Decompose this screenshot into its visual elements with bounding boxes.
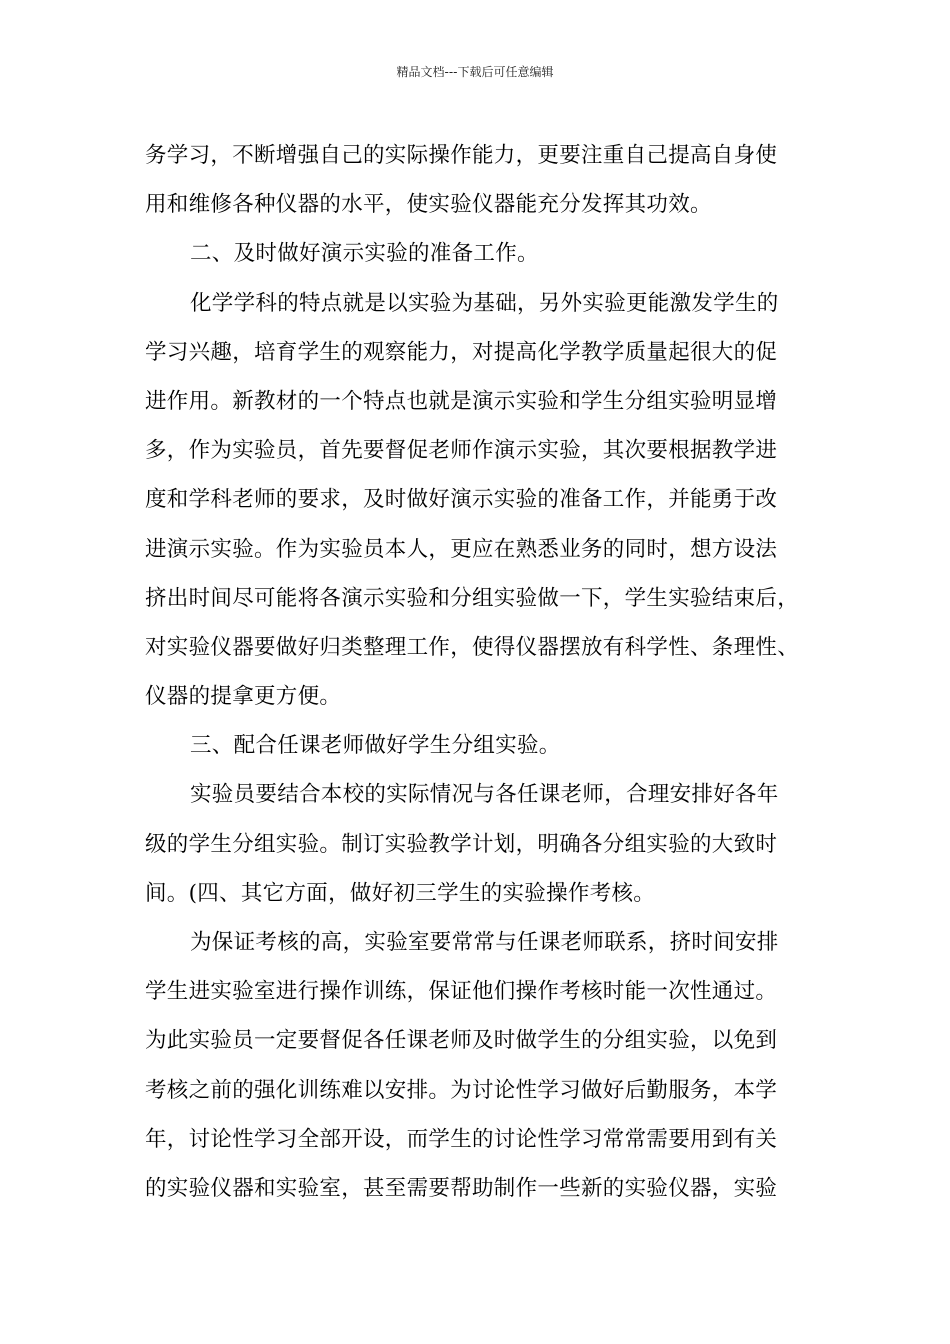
page-header: 精品文档---下载后可任意编辑 [396,65,554,79]
text-line: 化学学科的特点就是以实验为基础，另外实验更能激发学生的 [190,290,779,316]
text-line: 多，作为实验员，首先要督促老师作演示实验，其次要根据教学进 [145,438,778,464]
text-line: 为此实验员一定要督促各任课老师及时做学生的分组实验，以免到 [145,1028,778,1054]
text-line: 用和维修各种仪器的水平，使实验仪器能充分发挥其功效。 [145,192,712,218]
document-body [145,131,821,1213]
text-line: 进作用。新教材的一个特点也就是演示实验和学生分组实验明显增 [145,388,778,414]
text-line: 务学习，不断增强自己的实际操作能力，更要注重自己提高自身使 [145,143,778,168]
text-line: 为保证考核的高，实验室要常常与任课老师联系，挤时间安排 [190,930,779,955]
text-line: 学生进实验室进行操作训练，保证他们操作考核时能一次性通过。 [145,979,778,1005]
text-line: 考核之前的强化训练难以安排。为讨论性学习做好后勤服务，本学 [145,1077,778,1103]
text-line: 年，讨论性学习全部开设，而学生的讨论性学习常常需要用到有关 [145,1126,778,1152]
text-line: 度和学科老师的要求，及时做好演示实验的准备工作，并能勇于改 [145,487,778,513]
text-line: 挤出时间尽可能将各演示实验和分组实验做一下，学生实验结束后， [145,585,800,611]
text-line: 间。(四、其它方面，做好初三学生的实验操作考核。 [145,880,656,906]
text-line: 级的学生分组实验。制订实验教学计划，明确各分组实验的大致时 [145,831,778,857]
text-line: 进演示实验。作为实验员本人，更应在熟悉业务的同时，想方设法 [145,536,778,562]
text-line: 仪器的提拿更方便。 [145,684,342,710]
section-heading: 二、及时做好演示实验的准备工作。 [190,241,539,267]
section-heading: 三、配合任课老师做好学生分组实验。 [190,733,561,759]
text-line: 学习兴趣，培育学生的观察能力，对提高化学教学质量起很大的促 [145,339,778,365]
text-line: 实验员要结合本校的实际情况与各任课老师，合理安排好各年 [190,782,779,808]
text-line: 对实验仪器要做好归类整理工作，使得仪器摆放有科学性、条理性、 [145,634,800,660]
text-line: 的实验仪器和实验室，甚至需要帮助制作一些新的实验仪器，实验 [145,1175,778,1201]
